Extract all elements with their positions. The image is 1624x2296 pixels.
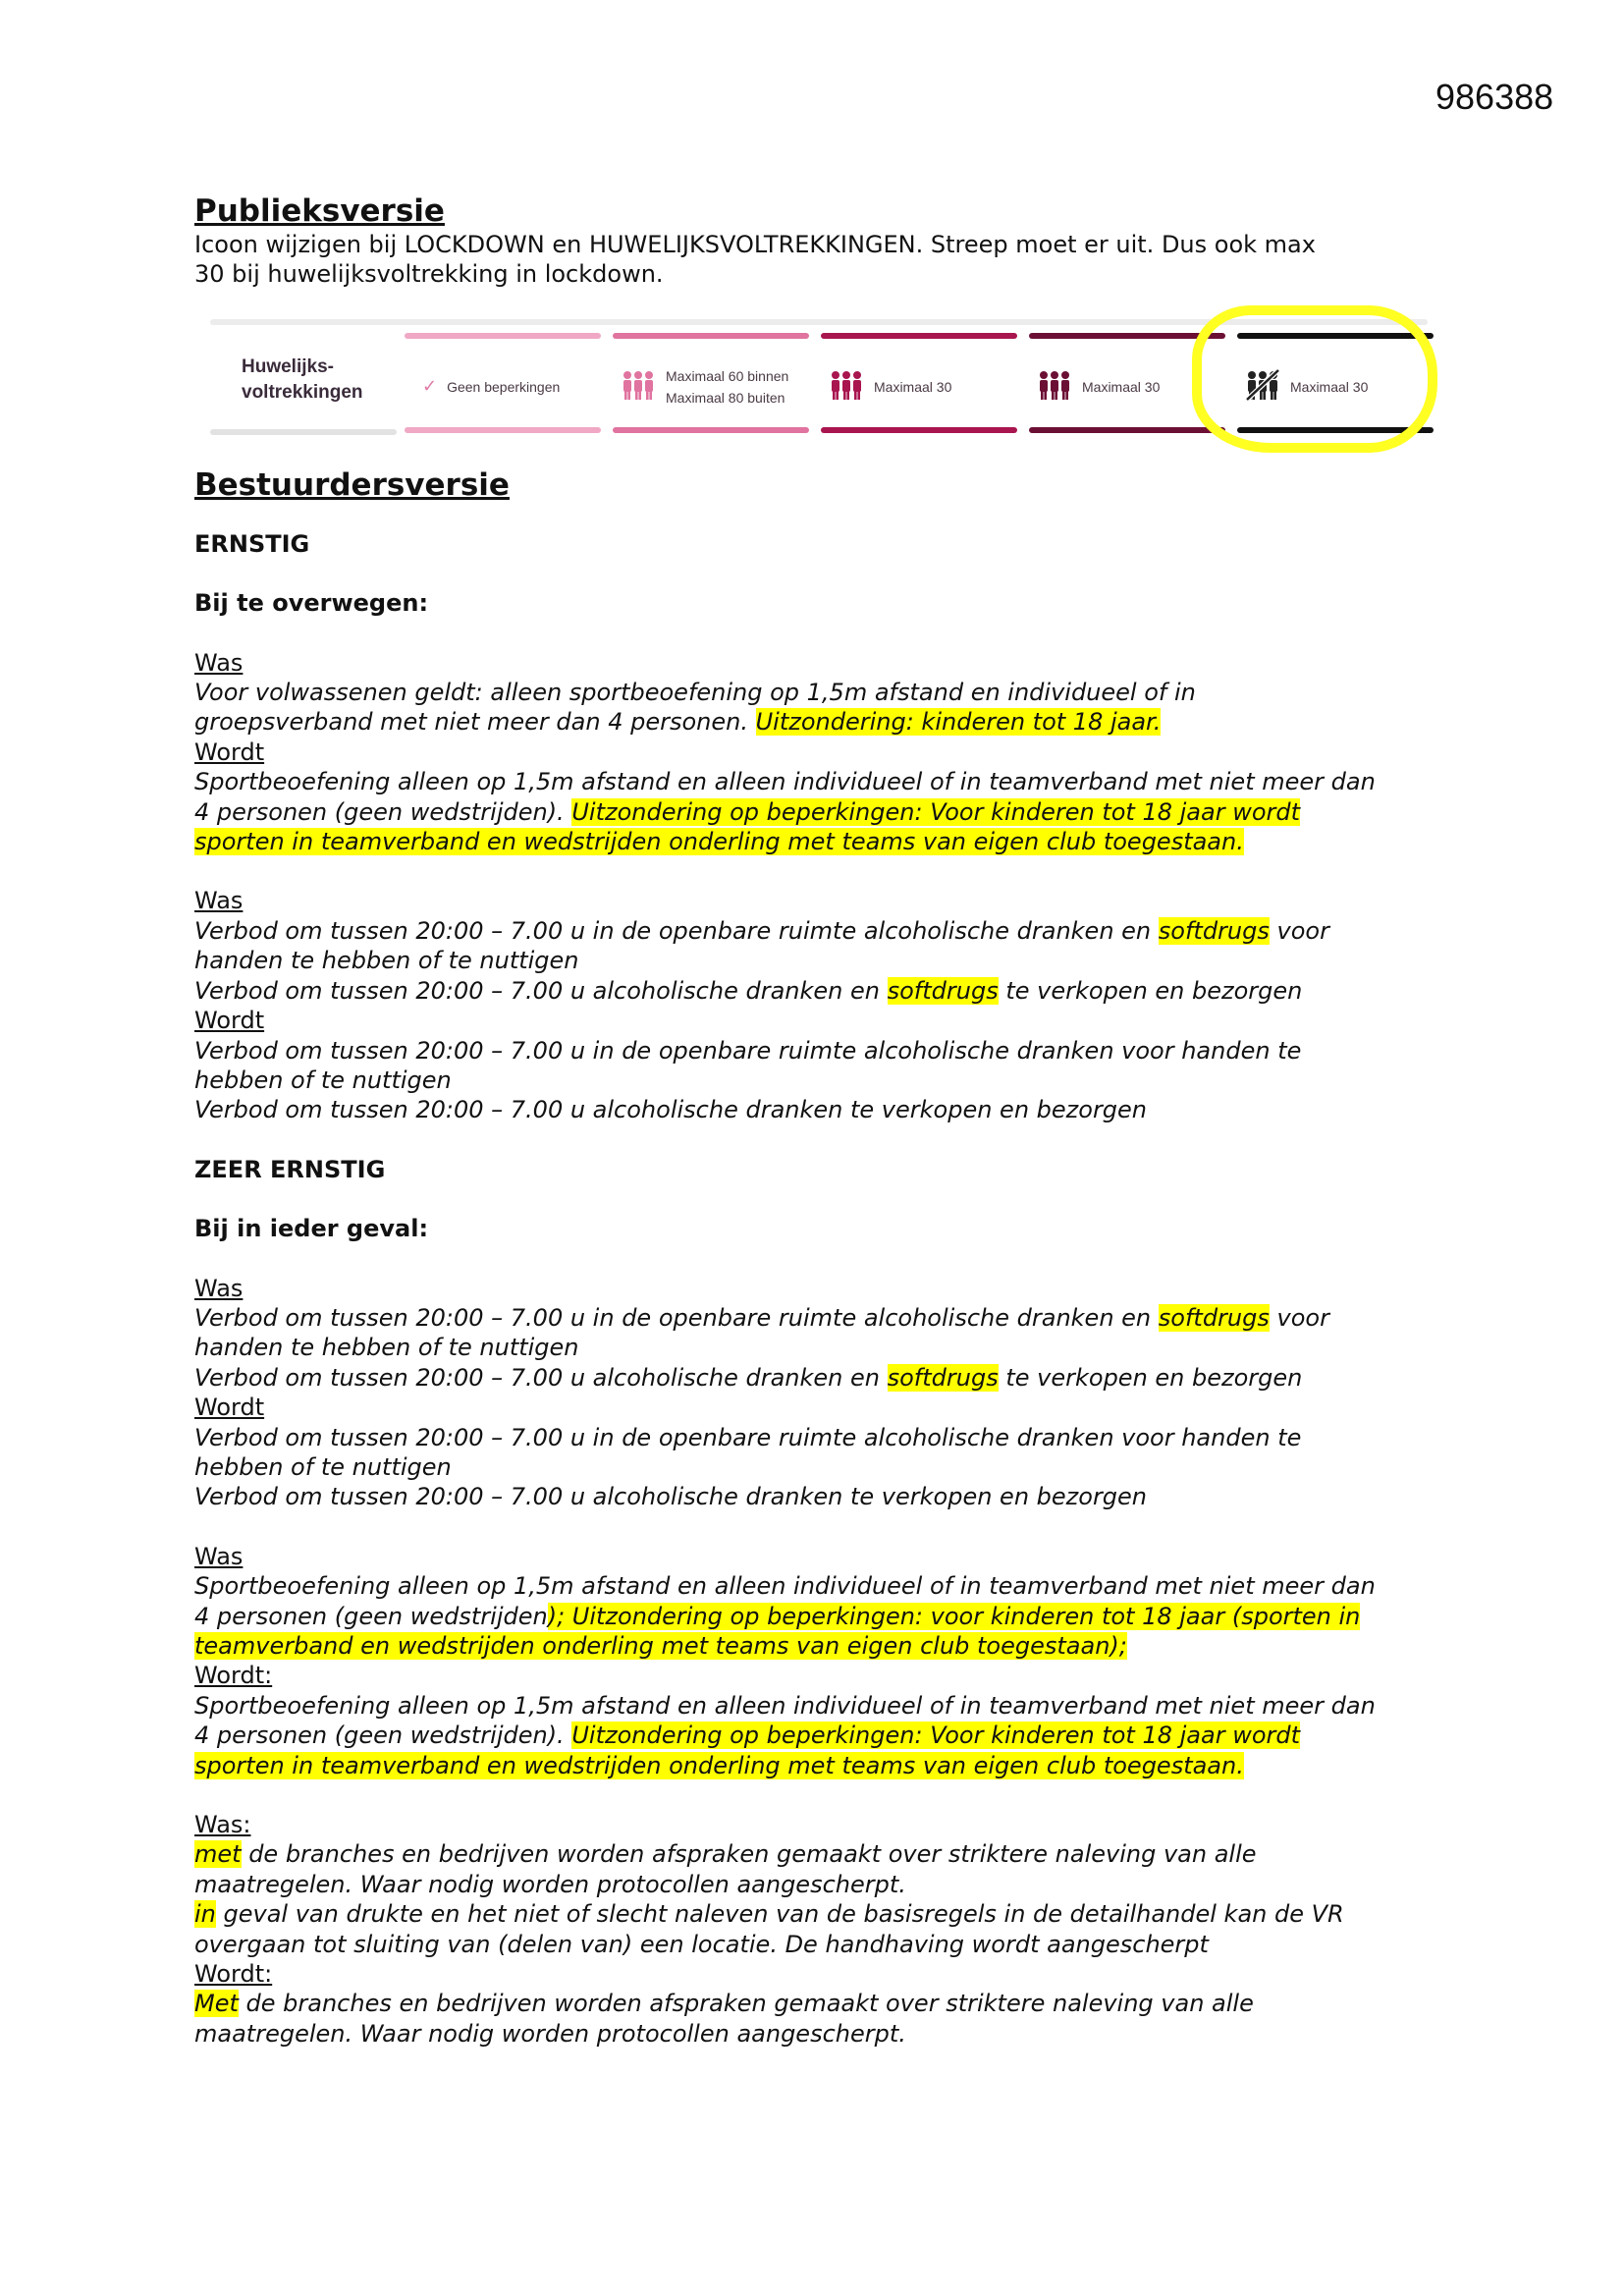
people-icon xyxy=(621,367,656,407)
zeer-ernstig-heading: ZEER ERNSTIG xyxy=(194,1155,386,1183)
wordt-label: Wordt xyxy=(194,1394,265,1422)
strip-label-line-1: Huwelijks- xyxy=(242,355,334,377)
text-run: Verbod om tussen 20:00 – 7.00 u in de openbare ruimte alcoholische dranken en xyxy=(194,916,1159,945)
segment-text: Maximaal 30 xyxy=(1290,378,1369,395)
text-run: voor xyxy=(1269,916,1329,945)
was-label: Was xyxy=(194,1542,244,1570)
paragraph-line: Sportbeoefening alleen op 1,5m afstand en alleen individueel of in teamverband met niet meer dan xyxy=(194,768,1376,796)
highlighted-text: softdrugs xyxy=(887,1363,999,1392)
paragraph-line xyxy=(194,707,1471,737)
paragraph-line xyxy=(194,1363,1471,1393)
highlighted-text: sporten in teamverband en wedstrijden onderling met teams van eigen club toegestaan. xyxy=(194,1751,1244,1779)
strip-bottom-edge xyxy=(210,429,397,435)
was-label: Was xyxy=(194,648,244,677)
segment-top-line xyxy=(821,333,1017,339)
paragraph-line: hebben of te nuttigen xyxy=(194,1066,452,1094)
paragraph-line xyxy=(194,976,1471,1006)
segment-text: Geen beperkingen xyxy=(447,378,561,395)
was-label: Was xyxy=(194,1274,244,1302)
was-label: Was xyxy=(194,887,244,915)
segment-text: Maximaal 30 xyxy=(874,378,952,395)
segment-bottom-line xyxy=(405,427,601,433)
check-icon: ✓ xyxy=(422,376,438,398)
paragraph-line xyxy=(194,916,1471,946)
segment-bottom-line xyxy=(821,427,1017,433)
ernstig-subheading: Bij te overwegen: xyxy=(194,589,429,618)
text-run: 4 personen (geen wedstrijden). xyxy=(194,1722,572,1750)
text-run: voor xyxy=(1269,1303,1329,1332)
zeer-ernstig-subheading: Bij in ieder geval: xyxy=(194,1215,429,1243)
paragraph-line xyxy=(194,1989,1471,2018)
wordt-label: Wordt: xyxy=(194,1662,273,1690)
paragraph-line: overgaan tot sluiting van (delen van) een locatie. De handhaving wordt aangescherpt xyxy=(194,1930,1209,1958)
paragraph-line xyxy=(194,1602,1471,1631)
segment-content xyxy=(621,362,809,411)
segment-top-line xyxy=(613,333,809,339)
paragraph-line: Sportbeoefening alleen op 1,5m afstand en alleen individueel of in teamverband met niet meer dan xyxy=(194,1691,1376,1720)
wordt-label: Wordt xyxy=(194,738,265,766)
paragraph-line: Verbod om tussen 20:00 – 7.00 u in de openbare ruimte alcoholische dranken voor handen te xyxy=(194,1036,1302,1065)
publieksversie-title: Publieksversie xyxy=(194,193,445,229)
segment-text-line-1: Maximaal 60 binnen xyxy=(666,367,789,384)
paragraph-line: Verbod om tussen 20:00 – 7.00 u alcoholische dranken te verkopen en bezorgen xyxy=(194,1483,1148,1511)
segment-content xyxy=(829,362,1017,411)
segment-text-line-2: Maximaal 80 buiten xyxy=(666,389,785,406)
paragraph-line: Voor volwassenen geldt: alleen sportbeoefening op 1,5m afstand en individueel of in xyxy=(194,679,1196,707)
text-run: de branches en bedrijven worden afspraken gemaakt over striktere naleving van alle xyxy=(241,1840,1257,1869)
people-icon xyxy=(1037,367,1072,407)
highlighted-text: softdrugs xyxy=(887,976,999,1005)
text-run: 4 personen (geen wedstrijden). xyxy=(194,797,572,826)
text-run: de branches en bedrijven worden afspraken gemaakt over striktere naleving van alle xyxy=(238,1990,1254,2018)
highlighted-text: Met xyxy=(194,1990,239,2018)
intro-line-1: Icoon wijzigen bij LOCKDOWN en HUWELIJKSVOLTREKKINGEN. Streep moet er uit. Dus ook max xyxy=(194,231,1316,258)
paragraph-line: Verbod om tussen 20:00 – 7.00 u in de openbare ruimte alcoholische dranken voor handen te xyxy=(194,1423,1302,1451)
paragraph-line: hebben of te nuttigen xyxy=(194,1452,452,1481)
paragraph-line xyxy=(194,797,1471,827)
wordt-label: Wordt xyxy=(194,1007,265,1035)
segment-text: Maximaal 30 xyxy=(1082,378,1161,395)
text-run: 4 personen (geen wedstrijden xyxy=(194,1602,548,1630)
paragraph-line: handen te hebben of te nuttigen xyxy=(194,1334,579,1362)
paragraph-line xyxy=(194,827,1471,856)
highlighted-text: teamverband en wedstrijden onderling met teams van eigen club toegestaan); xyxy=(194,1632,1127,1660)
paragraph-line: maatregelen. Waar nodig worden protocollen aangescherpt. xyxy=(194,1870,906,1898)
highlighted-text: met xyxy=(194,1840,242,1869)
text-run: groepsverband met niet meer dan 4 personen. xyxy=(194,708,756,737)
paragraph-line: Sportbeoefening alleen op 1,5m afstand en alleen individueel of in teamverband met niet meer dan xyxy=(194,1572,1376,1601)
paragraph-line xyxy=(194,1303,1471,1333)
text-run: Verbod om tussen 20:00 – 7.00 u in de openbare ruimte alcoholische dranken en xyxy=(194,1303,1159,1332)
strip-segment-maximaal-30-a xyxy=(821,333,1017,441)
paragraph-line xyxy=(194,1839,1471,1869)
highlighted-text: Uitzondering: kinderen tot 18 jaar. xyxy=(755,708,1162,737)
document-number: 986388 xyxy=(1435,77,1554,117)
intro-line-2: 30 bij huwelijksvoltrekking in lockdown. xyxy=(194,260,664,289)
ernstig-heading: ERNSTIG xyxy=(194,529,310,558)
highlight-circle xyxy=(1192,305,1437,453)
strip-label xyxy=(242,355,369,406)
segment-top-line xyxy=(405,333,601,339)
wordt-label: Wordt: xyxy=(194,1960,273,1989)
highlighted-text: softdrugs xyxy=(1158,1303,1270,1332)
segment-bottom-line xyxy=(613,427,809,433)
segment-content xyxy=(412,362,601,411)
highlighted-text: Uitzondering op beperkingen: Voor kinderen tot 18 jaar wordt xyxy=(571,1722,1301,1750)
highlighted-text: softdrugs xyxy=(1158,916,1270,945)
paragraph-line: handen te hebben of te nuttigen xyxy=(194,947,579,975)
highlighted-text: Uitzondering op beperkingen: Voor kinderen tot 18 jaar wordt xyxy=(571,797,1301,826)
text-run: Verbod om tussen 20:00 – 7.00 u alcoholische dranken en xyxy=(194,1363,888,1392)
text-run: te verkopen en bezorgen xyxy=(998,976,1303,1005)
paragraph-line xyxy=(194,1631,1471,1661)
document-body xyxy=(194,192,1471,2049)
strip-segment-maximaal-60 xyxy=(613,333,809,441)
huwelijksvoltrekkingen-strip xyxy=(202,317,1439,445)
paragraph-line xyxy=(194,1721,1471,1750)
highlighted-text: ); Uitzondering op beperkingen: voor kinderen tot 18 jaar (sporten in xyxy=(547,1602,1361,1630)
text-run: Verbod om tussen 20:00 – 7.00 u alcoholische dranken en xyxy=(194,976,888,1005)
segment-bottom-line xyxy=(1029,427,1225,433)
highlighted-text: sporten in teamverband en wedstrijden onderling met teams van eigen club toegestaan. xyxy=(194,828,1244,856)
paragraph-line: maatregelen. Waar nodig worden protocollen aangescherpt. xyxy=(194,2019,906,2048)
paragraph-line xyxy=(194,1899,1471,1929)
people-icon xyxy=(829,367,864,407)
paragraph-line: Verbod om tussen 20:00 – 7.00 u alcoholische dranken te verkopen en bezorgen xyxy=(194,1096,1148,1124)
was-label: Was: xyxy=(194,1811,251,1839)
bestuurdersversie-title: Bestuurdersversie xyxy=(194,466,510,503)
strip-segment-geen-beperkingen xyxy=(405,333,601,441)
text-run: te verkopen en bezorgen xyxy=(998,1363,1303,1392)
text-run: geval van drukte en het niet of slecht naleven van de basisregels in de detailhandel kan de VR xyxy=(215,1900,1344,1929)
paragraph-line xyxy=(194,1751,1471,1780)
highlighted-text: in xyxy=(194,1900,216,1929)
strip-label-line-2: voltrekkingen xyxy=(242,381,363,403)
segment-text xyxy=(666,365,788,409)
